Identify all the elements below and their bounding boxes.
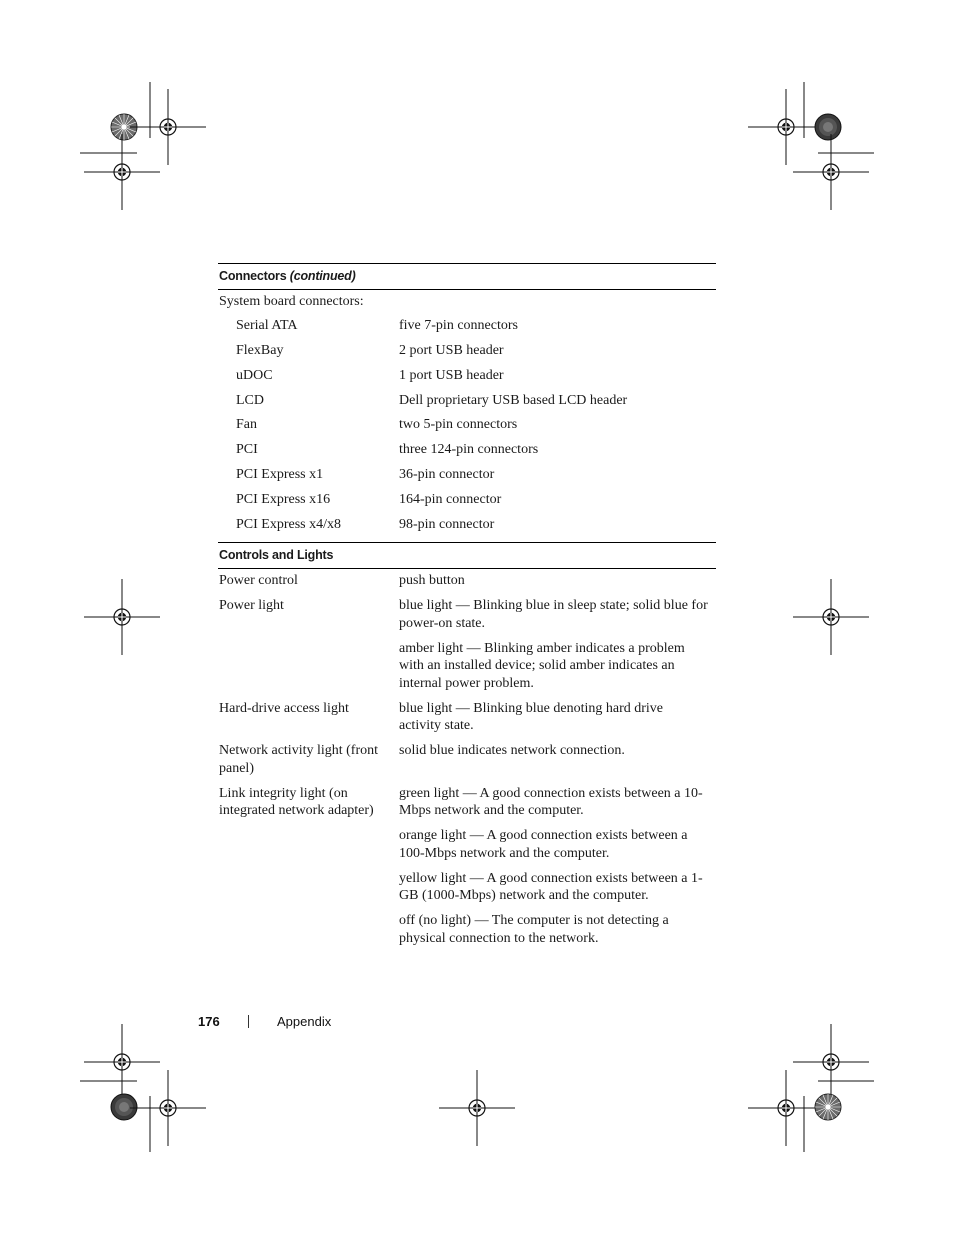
row-value: five 7-pin connectors — [399, 317, 518, 333]
row-label: FlexBay — [236, 342, 284, 358]
row-label: uDOC — [236, 367, 273, 383]
table-row — [218, 597, 716, 692]
row-label: PCI Express x4/x8 — [236, 517, 341, 533]
row-value: two 5-pin connectors — [399, 417, 518, 433]
row-value: 2 port USB header — [399, 342, 504, 358]
row-label: PCI Express x1 — [236, 467, 324, 483]
footer-separator — [248, 1015, 249, 1028]
row-label: PCI Express x16 — [236, 492, 331, 508]
row-values — [399, 700, 716, 735]
controls-rows — [218, 569, 716, 947]
row-value: 164-pin connector — [399, 492, 502, 508]
row-value: solid blue indicates network connection. — [399, 743, 625, 759]
row-value: blue light — Blinking blue in sleep state; solid blue for power-on state. — [399, 598, 708, 631]
row-value: blue light — Blinking blue denoting hard drive activity state. — [399, 700, 664, 734]
section-title: Connectors — [219, 269, 287, 283]
footer-section-name: Appendix — [277, 1014, 332, 1029]
page-footer — [198, 1014, 331, 1029]
row-value: push button — [399, 573, 465, 589]
table-row — [218, 341, 716, 366]
table-row — [218, 366, 716, 391]
row-label: PCI — [236, 442, 258, 458]
row-values — [399, 785, 716, 948]
row-values — [399, 742, 716, 777]
connectors-rows — [218, 290, 716, 542]
connectors-intro: System board connectors: — [219, 294, 364, 309]
table-row — [218, 515, 716, 542]
row-label: Power control — [219, 573, 298, 589]
spec-table — [218, 263, 716, 947]
section-header-controls-lights — [218, 542, 716, 569]
row-value: 98-pin connector — [399, 517, 495, 533]
row-value: Dell proprietary USB based LCD header — [399, 392, 628, 408]
row-value: green light — A good connection exists between a 10-Mbps network and the computer. — [399, 785, 703, 819]
table-row — [218, 700, 716, 735]
table-row — [218, 785, 716, 948]
table-row — [218, 440, 716, 465]
section-title: Controls and Lights — [219, 548, 334, 563]
row-label: Fan — [236, 417, 257, 433]
row-label: LCD — [236, 392, 264, 408]
row-label: Hard-drive access light — [219, 700, 349, 716]
section-title-suffix: (continued) — [289, 269, 356, 283]
table-row — [218, 742, 716, 777]
row-value: off (no light) — The computer is not detecting a physical connection to the network. — [399, 913, 669, 946]
row-value: three 124-pin connectors — [399, 442, 539, 458]
row-label: Link integrity light (on integrated network adapter) — [219, 785, 374, 819]
table-row — [218, 391, 716, 416]
row-values — [399, 572, 716, 590]
row-value: amber light — Blinking amber indicates a problem with an installed device; solid amber indicates an internal power problem. — [399, 640, 685, 691]
table-row — [218, 316, 716, 341]
table-row — [218, 490, 716, 515]
row-values — [399, 597, 716, 692]
row-value: 36-pin connector — [399, 467, 495, 483]
section-header-connectors — [218, 263, 716, 290]
row-value: 1 port USB header — [399, 367, 504, 383]
table-row — [218, 415, 716, 440]
row-label: Serial ATA — [236, 317, 298, 333]
table-row — [218, 465, 716, 490]
row-value: orange light — A good connection exists between a 100-Mbps network and the computer. — [399, 828, 688, 861]
row-label: Network activity light (front panel) — [219, 743, 379, 776]
row-value: yellow light — A good connection exists between a 1-GB (1000-Mbps) network and the computer. — [399, 870, 703, 904]
table-row — [218, 572, 716, 590]
row-label: Power light — [219, 598, 284, 614]
page-number: 176 — [198, 1014, 220, 1029]
